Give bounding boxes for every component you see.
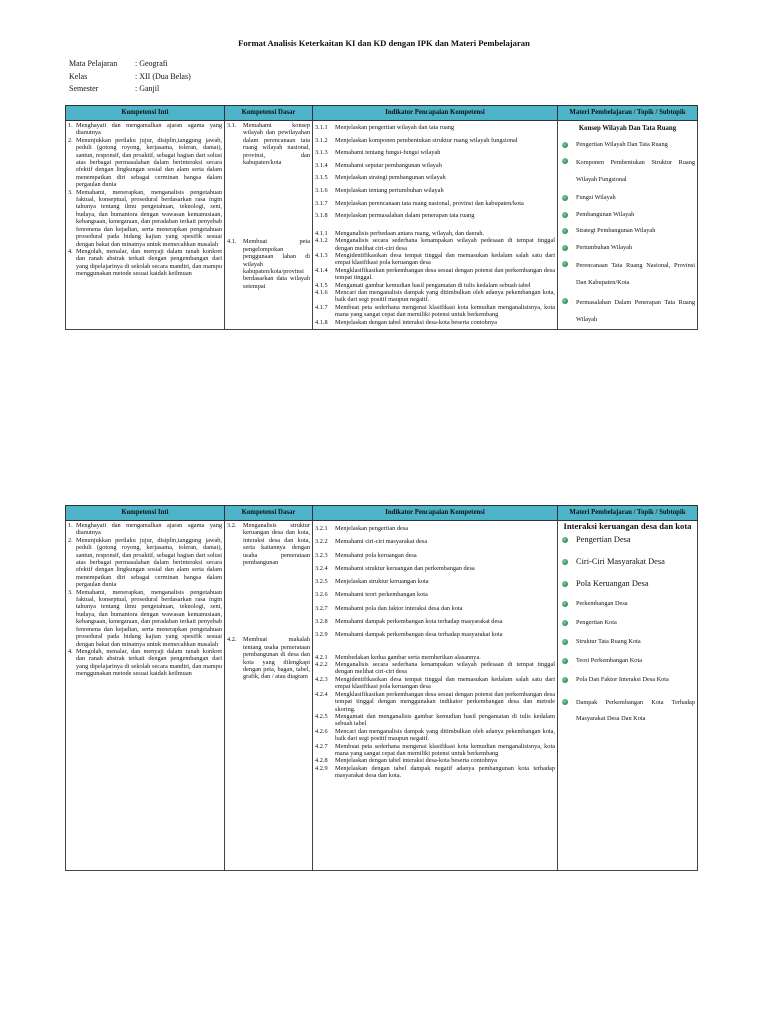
ipk-item: 3.2.4 Memahami struktur keruangan dan perkembangan desa — [315, 564, 475, 572]
ipk-item: 4.1.1 Menganalisis perbedaan antara ruang, wilayah, dan daerah. — [315, 229, 485, 237]
ipk-item: 4.2.7 Membuat peta sederhana mengenai klasifikasi kota kemudian menganalisisnya, kota mana yang sangat cepat dan memiliki potensi untuk berkembang — [315, 742, 555, 757]
bullet-icon — [562, 158, 568, 164]
ipk-item: 3.1.8 Menjelaskan permasalahan dalam penerapan tata ruang — [315, 212, 475, 220]
ki-cell — [66, 521, 225, 871]
materi-item: Komponen Pembentukan Struktur Ruang Wilayah Fungsional — [560, 154, 695, 188]
ipk-item: 3.1.5 Menjelaskan strategi pembangunan wilayah — [315, 174, 446, 182]
meta-class: Kelas : XII (Dua Belas) — [69, 71, 191, 81]
bullet-icon — [562, 639, 568, 645]
ipk-item: 3.2.5 Menjelaskan struktur keruangan kota — [315, 578, 429, 586]
analysis-table-1 — [65, 105, 698, 330]
bullet-icon — [562, 620, 568, 626]
meta-semester: Semester : Ganjil — [69, 84, 160, 93]
bullet-icon — [562, 559, 568, 565]
header-kd: Kompetensi Dasar — [225, 506, 313, 521]
materi-item: Pengertian Kota — [560, 619, 695, 627]
table-row — [66, 121, 698, 330]
bullet-icon — [562, 212, 568, 218]
ki-item: 2. Menunjukkan perilaku jujur, disiplin,tanggung jawab, peduli (gotong royong, kerjasama, toleran, damai), santun, responsif, dan proaktif, sebagai bagian dari solusi atas berbagai permasalahan dalam berinteraksi secara efektif dengan lingkungan sosial dan alam serta dalam menempatkan diri sebagai cerminan bangsa dalam pergaulan dunia — [68, 536, 222, 589]
header-kd: Kompetensi Dasar — [225, 106, 313, 121]
ipk-item: 3.1.1 Menjelaskan pengertian wilayah dan tata ruang — [315, 124, 455, 131]
ipk-item: 4.1.7 Membuat peta sederhana mengenai klasifikasi kota kemudian menganalisisnya, kota mana yang sangat cepat dan memiliki potensi untuk berkembang — [315, 303, 555, 319]
ipk-item: 4.1.5 Mengamati gambar kemudian hasil pengamatan di tulis kedalam sebuah tabel — [315, 281, 531, 289]
materi-item: Permasalahan Dalam Penerapan Tata Ruang Wilayah — [560, 294, 695, 328]
ki-item: 4. Mengolah, menalar, dan menyaji dalam ranah konkret dan ranah abstrak terkait dengan pengembangan dari yang dipelajarinya di sekolah secara mandiri, dan mampu menggunakan metode sesuai kaidah keilmuan — [68, 247, 222, 278]
ipk-item: 3.1.3 Memahami tentang fungsi-fungsi wilayah — [315, 149, 441, 157]
ki-item: 3. Memahami, menerapkan, menganalisis pengetahuan faktual, konseptual, prosedural berdasarkan rasa ingin tahunya tentang ilmu pengetahuan, teknologi, seni, budaya, dan humaniora dengan wawasan kemanusiaan, kebangsaan, kenegaraan, dan peradaban terkait penyebab fenomena dan kejadian, serta menerapkan pengetahuan prosedural pada bidang kajian yang spesifik sesuai dengan bakat dan minatnya untuk memecahkan masalah — [68, 188, 222, 248]
ipk-item: 4.2.9 Menjelaskan dengan tabel dampak negatif adanya pembangunan kota terhadap masyarakat desa dan kota. — [315, 764, 555, 780]
ki-item: 1. Menghayati dan mengamalkan ajaran agama yang dianutnya — [68, 122, 222, 137]
ki-cell — [66, 121, 225, 330]
header-materi: Materi Pembelajaran / Topik / Subtopik — [558, 506, 698, 521]
bullet-icon — [562, 142, 568, 148]
materi-item: Teori Perkembangan Kota — [560, 657, 695, 665]
ipk-item: 4.2.1 Membedakan kedua gambar serta memberikan alasannya. — [315, 653, 481, 661]
header-ki: Kompetensi Inti — [66, 106, 225, 121]
materi-item: Pola Keruangan Desa — [560, 578, 695, 589]
kd-item: 3.2. Menganalisis struktur keruangan desa dan kota, interaksi desa dan kota, serta kaitannya dengan usaha pemerataan pembangunan — [227, 522, 310, 567]
materi-item: Strategi Pembangunan Wilayah — [560, 224, 695, 238]
ipk-item: 3.2.7 Memahami pola dan faktor interaksi desa dan kota — [315, 604, 463, 612]
ipk-cell — [313, 121, 558, 330]
bullet-icon — [562, 537, 568, 543]
materi-item: Pertumbuhan Wilayah — [560, 241, 695, 255]
ipk-item: 3.1.7 Menjelaskan perencanaan tata ruang nasional, provinsi dan kabupaten/kota — [315, 199, 524, 207]
materi-heading: Konsep Wilayah Dan Tata Ruang — [578, 125, 677, 132]
ipk-item: 4.2.5 Mengamati dan menganalisis gambar kemudian hasil pengamatan di tulis kedalam sebuah tabel — [315, 712, 555, 728]
ipk-item: 3.1.2 Menjelaskan komponen pembentukan struktur ruang wilayah fungsional — [315, 136, 518, 144]
kd-item: 3.1. Memahami konsep wilayah dan pewilayahan dalam perencanaan tata ruang wilayah nasional, provinsi, dan kabupaten/kota — [227, 122, 310, 167]
bullet-icon — [562, 601, 568, 607]
materi-cell — [558, 521, 698, 871]
ipk-item: 3.2.3 Memahami pola keruangan desa — [315, 551, 417, 559]
ipk-cell — [313, 521, 558, 871]
materi-item: Perkembangan Desa — [560, 600, 695, 608]
ipk-item: 4.1.2 Menganalisis secara sederhana kenampakan wilayah pedesaan di tempat tinggal dengan melihat ciri-ciri desa — [315, 237, 555, 252]
materi-cell — [558, 121, 698, 330]
ki-item: 4. Mengolah, menalar, dan menyaji dalam ranah konkret dan ranah abstrak terkait dengan pengembangan dari yang dipelajarinya di sekolah secara mandiri, dan mampu menggunakan metode sesuai kaidah keilmuan — [68, 647, 222, 678]
header-ipk: Indikator Pencapaian Kompetensi — [313, 106, 558, 121]
ipk-item: 4.1.6 Mencari dan menganalisis dampak yang ditimbulkan oleh adanya pekembangan kota, baik dari segi positif maupun negatif. — [315, 289, 555, 304]
table-header-row — [66, 506, 698, 521]
ipk-item: 3.2.2 Memahami ciri-ciri masyarakat desa — [315, 538, 428, 546]
analysis-table-2 — [65, 505, 698, 871]
subject-info — [69, 58, 191, 96]
kd-cell — [225, 121, 313, 330]
ipk-item: 3.1.6 Menjelaskan tentang pertumbuhan wilayah — [315, 186, 444, 194]
materi-item: Ciri-Ciri Masyarakat Desa — [560, 556, 695, 567]
meta-subject: Mata Pelajaran : Geografi — [69, 59, 168, 68]
bullet-icon — [562, 699, 568, 705]
kd-item: 4.2. Membuat makalah tentang usaha pemerataan pembangunan di desa dan kota yang dilengkapi dengan peta, bagan, tabel, grafik, dan / atau diagram — [227, 636, 310, 681]
document-title: Format Analisis Keterkaitan KI dan KD dengan IPK dan Materi Pembelajaran — [238, 38, 530, 48]
table-row — [66, 521, 698, 871]
header-ipk: Indikator Pencapaian Kompetensi — [313, 506, 558, 521]
bullet-icon — [562, 261, 568, 267]
ipk-item: 3.2.6 Memahami teori perkembangan kota — [315, 591, 428, 599]
ipk-item: 3.2.9 Memahami dampak perkembangan desa terhadap masyarakat kota — [315, 631, 503, 639]
materi-item: Fungsi Wilayah — [560, 191, 695, 205]
ipk-item: 4.1.3 Mengidentifikasikan desa tempat tinggal dan memasukan kedalam salah satu dari empat klasifikasi pola keruangan desa — [315, 251, 555, 267]
ipk-item: 4.1.4 Mengklasifikasikan perkembangan desa sesuai dengan potensi dan perkembangan desa tempat tinggal. — [315, 266, 555, 282]
ipk-item: 4.2.3 Mengidentifikasikan desa tempat tinggal dan memasukan kedalam salah satu dari empat klasifikasi pola keruangan desa — [315, 675, 555, 691]
materi-item: Struktur Tata Ruang Kota — [560, 638, 695, 646]
ipk-item: 4.1.8 Menjelaskan dengan tabel interaksi desa-kota beserta contohnya — [315, 318, 497, 326]
materi-heading: Interaksi keruangan desa dan kota — [563, 521, 692, 531]
materi-item: Pengertian Desa — [560, 534, 695, 545]
ki-item: 2. Menunjukkan perilaku jujur, disiplin,tanggung jawab, peduli (gotong royong, kerjasama, toleran, damai), santun, responsif, dan proaktif, sebagai bagian dari solusi atas berbagai permasalahan dalam berinteraksi secara efektif dengan lingkungan sosial dan alam serta dalam menempatkan diri sebagai cerminan bangsa dalam pergaulan dunia — [68, 136, 222, 189]
ki-item: 3. Memahami, menerapkan, menganalisis pengetahuan faktual, konseptual, prosedural berdasarkan rasa ingin tahunya tentang ilmu pengetahuan, teknologi, seni, budaya, dan humaniora dengan wawasan kemanusiaan, kebangsaan, kenegaraan, dan peradaban terkait penyebab fenomena dan kejadian, serta menerapkan pengetahuan prosedural pada bidang kajian yang spesifik sesuai dengan bakat dan minatnya untuk memecahkan masalah — [68, 588, 222, 648]
bullet-icon — [562, 677, 568, 683]
ipk-item: 3.1.4 Memahami seputar pembangunan wilayah — [315, 161, 442, 169]
kd-cell — [225, 521, 313, 871]
header-materi: Materi Pembelajaran / Topik / Subtopik — [558, 106, 698, 121]
bullet-icon — [562, 581, 568, 587]
bullet-icon — [562, 195, 568, 201]
ipk-item: 3.2.1 Menjelaskan pengertian desa — [315, 525, 409, 532]
bullet-icon — [562, 228, 568, 234]
ipk-item: 4.2.4 Mengklasifikasikan perkembangan desa sesuai dengan potensi dan perkembangan desa tempat tinggal dengan menggunakan indikator perkembangan desa dan metode skoring. — [315, 690, 555, 713]
table-header-row — [66, 106, 698, 121]
materi-item: Pola Dan Faktor Interaksi Desa Kota — [560, 676, 695, 684]
ki-item: 1. Menghayati dan mengamalkan ajaran agama yang dianutnya — [68, 522, 222, 537]
ipk-item: 4.2.6 Mencari dan menganalisis dampak yang ditimbulkan oleh adanya pekembangan kota, baik dari segi positif maupun negatif. — [315, 727, 555, 743]
kd-item: 4.1. Membuat peta pengelompokan penggunaan lahan di wilayah kabupaten/kota/provinsi berdasarkan data wilayah setempat — [227, 238, 310, 290]
bullet-icon — [562, 298, 568, 304]
materi-item: Dampak Perkembangan Kota Terhadap Masyarakat Desa Dan Kota — [560, 695, 695, 727]
header-ki: Kompetensi Inti — [66, 506, 225, 521]
bullet-icon — [562, 658, 568, 664]
materi-item: Pengertian Wilayah Dan Tata Ruang — [560, 138, 695, 152]
bullet-icon — [562, 245, 568, 251]
materi-item: Pembangunan Wilayah — [560, 208, 695, 222]
materi-item: Perencanaan Tata Ruang Nasional, Provinsi Dan Kabupaten/Kota — [560, 257, 695, 291]
ipk-item: 4.2.2 Menganalisis secara sederhana kenampakan wilayah pedesaan di tempat tinggal dengan melihat ciri-ciri desa — [315, 661, 555, 676]
ipk-item: 3.2.8 Memahami dampak perkembangan kota terhadap masyarakat desa — [315, 618, 503, 626]
ipk-item: 4.2.8 Menjelaskan dengan tabel interaksi desa-kota beserta contohnya — [315, 757, 497, 765]
